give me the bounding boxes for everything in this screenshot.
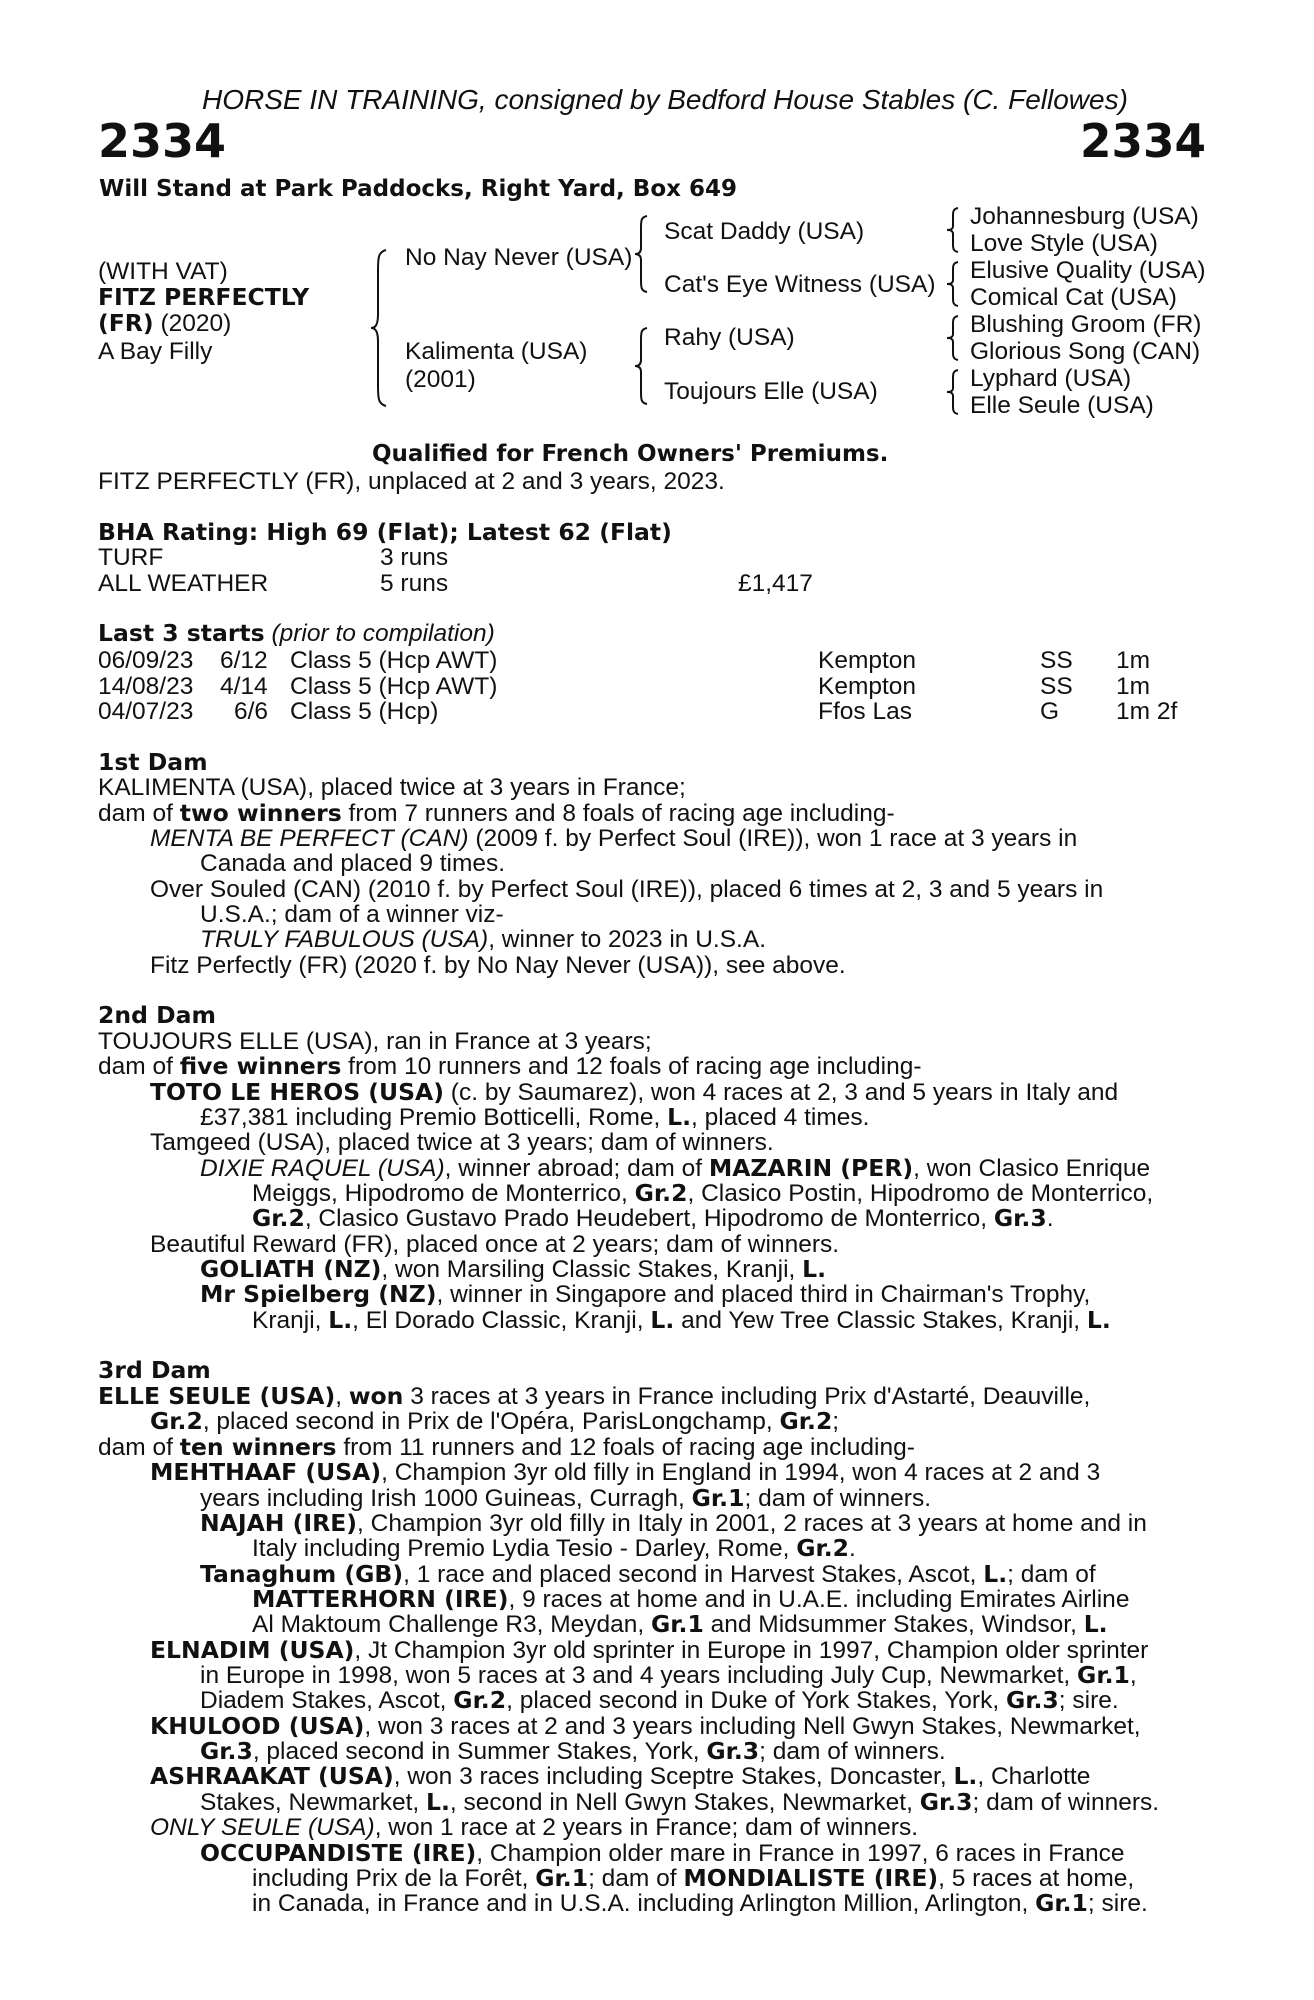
last-starts-heading: Last 3 starts (prior to compilation) [98, 619, 495, 647]
second-dam-heading: 2nd Dam [98, 1001, 216, 1029]
third-dam-line: Tanaghum (GB), 1 race and placed second in Harvest Stakes, Ascot, L.; dam of [200, 1560, 1096, 1588]
second-dam-line: £37,381 including Premio Botticelli, Rome, L., placed 4 times. [200, 1103, 870, 1131]
third-dam-heading: 3rd Dam [98, 1356, 211, 1384]
second-dam-line: Kranji, L., El Dorado Classic, Kranji, L. and Yew Tree Classic Stakes, Kranji, L. [252, 1306, 1111, 1334]
bha-rating: BHA Rating: High 69 (Flat); Latest 62 (Flat) [98, 518, 672, 546]
pedigree-g2: Love Style (USA) [970, 230, 1158, 257]
first-dam-line: KALIMENTA (USA), placed twice at 3 years in France; [98, 774, 686, 801]
first-dam-line: MENTA BE PERFECT (CAN) (2009 f. by Perfect Soul (IRE)), won 1 race at 3 years in [150, 825, 1078, 852]
third-dam-line: Italy including Premio Lydia Tesio - Darley, Rome, Gr.2. [252, 1534, 856, 1562]
third-dam-line: Stakes, Newmarket, L., second in Nell Gwyn Stakes, Newmarket, Gr.3; dam of winners. [200, 1788, 1160, 1816]
pedigree-sire-sire: Scat Daddy (USA) [664, 218, 865, 245]
start-course: Kempton [818, 647, 917, 674]
third-dam-line: Al Maktoum Challenge R3, Meydan, Gr.1 and Midsummer Stakes, Windsor, L. [252, 1610, 1108, 1638]
second-dam-line: TOUJOURS ELLE (USA), ran in France at 3 years; [98, 1028, 652, 1055]
start-distance: 1m [1116, 647, 1151, 674]
pedigree-g4: Comical Cat (USA) [970, 284, 1177, 311]
lot-number-right: 2334 [1080, 114, 1207, 168]
second-dam-line: Meiggs, Hipodromo de Monterrico, Gr.2, Clasico Postin, Hipodromo de Monterrico, [252, 1179, 1154, 1207]
first-dam-heading: 1st Dam [98, 748, 208, 776]
third-dam-line: ASHRAAKAT (USA), won 3 races including Sceptre Stakes, Doncaster, L., Charlotte [150, 1762, 1091, 1790]
race-record: FITZ PERFECTLY (FR), unplaced at 2 and 3 years, 2023. [98, 468, 725, 495]
pedigree-dam-sire: Rahy (USA) [664, 324, 795, 351]
second-dam-line: Beautiful Reward (FR), placed once at 2 years; dam of winners. [150, 1231, 840, 1258]
start-class: Class 5 (Hcp) [290, 698, 439, 725]
third-dam-line: in Canada, in France and in U.S.A. including Arlington Million, Arlington, Gr.1; sire. [252, 1889, 1148, 1917]
horse-name: FITZ PERFECTLY [98, 283, 310, 311]
stand-location: Will Stand at Park Paddocks, Right Yard, Box 649 [99, 176, 737, 202]
start-position: 4/14 [220, 673, 268, 700]
third-dam-line: in Europe in 1998, won 5 races at 3 and 4 years including July Cup, Newmarket, Gr.1, [200, 1661, 1137, 1689]
third-dam-line: OCCUPANDISTE (IRE), Champion older mare in France in 1997, 6 races in France [200, 1839, 1125, 1867]
start-date: 06/09/23 [98, 647, 194, 674]
first-dam-line: U.S.A.; dam of a winner viz- [200, 901, 504, 928]
start-going: G [1040, 698, 1060, 725]
pedigree-g8: Elle Seule (USA) [970, 392, 1154, 419]
consignor-line: HORSE IN TRAINING, consigned by Bedford House Stables (C. Fellowes) [202, 84, 1128, 115]
third-dam-line: KHULOOD (USA), won 3 races at 2 and 3 years including Nell Gwyn Stakes, Newmarket, [150, 1712, 1141, 1740]
third-dam-line: Gr.2, placed second in Prix de l'Opéra, ParisLongchamp, Gr.2; [150, 1407, 840, 1435]
start-class: Class 5 (Hcp AWT) [290, 673, 498, 700]
pedigree-g1: Johannesburg (USA) [970, 203, 1199, 230]
third-dam-line: dam of ten winners from 11 runners and 12 foals of racing age including- [98, 1433, 915, 1461]
first-dam-line: TRULY FABULOUS (USA), winner to 2023 in U.S.A. [200, 926, 767, 953]
pedigree-sire: No Nay Never (USA) [405, 244, 633, 271]
first-dam-line: dam of two winners from 7 runners and 8 foals of racing age including- [98, 799, 895, 827]
first-dam-line: Over Souled (CAN) (2010 f. by Perfect Soul (IRE)), placed 6 times at 2, 3 and 5 years in [150, 876, 1104, 903]
pedigree-dam-year: (2001) [405, 366, 476, 393]
start-distance: 1m 2f [1116, 698, 1178, 725]
pedigree-g5: Blushing Groom (FR) [970, 311, 1202, 338]
pedigree-brace-g1 [944, 206, 962, 254]
start-position: 6/6 [234, 698, 269, 725]
start-going: SS [1040, 647, 1073, 674]
pedigree-brace-g3 [944, 314, 962, 362]
horse-description: A Bay Filly [98, 338, 213, 365]
second-dam-line: DIXIE RAQUEL (USA), winner abroad; dam of MAZARIN (PER), won Clasico Enrique [200, 1154, 1151, 1182]
pedigree-g3: Elusive Quality (USA) [970, 257, 1206, 284]
second-dam-line: Tamgeed (USA), placed twice at 3 years; dam of winners. [150, 1129, 774, 1156]
pedigree-brace-sire [632, 214, 652, 294]
second-dam-line: Mr Spielberg (NZ), winner in Singapore and placed third in Chairman's Trophy, [200, 1280, 1091, 1308]
start-position: 6/12 [220, 647, 268, 674]
start-class: Class 5 (Hcp AWT) [290, 647, 498, 674]
pedigree-g6: Glorious Song (CAN) [970, 338, 1201, 365]
second-dam-line: dam of five winners from 10 runners and 12 foals of racing age including- [98, 1052, 922, 1080]
pedigree-sire-dam: Cat's Eye Witness (USA) [664, 271, 936, 298]
start-date: 04/07/23 [98, 698, 194, 725]
third-dam-line: ELNADIM (USA), Jt Champion 3yr old sprinter in Europe in 1997, Champion older sprinter [150, 1636, 1149, 1664]
third-dam-line: Gr.3, placed second in Summer Stakes, York, Gr.3; dam of winners. [200, 1737, 946, 1765]
start-distance: 1m [1116, 673, 1151, 700]
horse-foaled: (2020) [153, 310, 232, 337]
premiums-note: Qualified for French Owners' Premiums. [372, 441, 889, 467]
second-dam-line: Gr.2, Clasico Gustavo Prado Heudebert, Hipodromo de Monterrico, Gr.3. [252, 1204, 1054, 1232]
turf-runs: 3 runs [380, 544, 449, 571]
first-dam-line: Canada and placed 9 times. [200, 850, 506, 877]
pedigree-g7: Lyphard (USA) [970, 365, 1132, 392]
start-date: 14/08/23 [98, 673, 194, 700]
turf-label: TURF [98, 544, 164, 571]
aw-runs: 5 runs [380, 570, 449, 597]
third-dam-line: MATTERHORN (IRE), 9 races at home and in U.A.E. including Emirates Airline [252, 1585, 1130, 1613]
start-course: Kempton [818, 673, 917, 700]
third-dam-line: ONLY SEULE (USA), won 1 race at 2 years in France; dam of winners. [150, 1814, 919, 1841]
aw-label: ALL WEATHER [98, 570, 269, 597]
lot-number-left: 2334 [98, 114, 227, 168]
pedigree-brace-main [368, 248, 392, 408]
pedigree-brace-g2 [944, 260, 962, 308]
horse-name-suffix [98, 309, 232, 337]
third-dam-line: including Prix de la Forêt, Gr.1; dam of MONDIALISTE (IRE), 5 races at home, [252, 1864, 1135, 1892]
third-dam-line: MEHTHAAF (USA), Champion 3yr old filly in England in 1994, won 4 races at 2 and 3 [150, 1458, 1101, 1486]
third-dam-line: ELLE SEULE (USA), won 3 races at 3 years in France including Prix d'Astarté, Deauville, [98, 1382, 1091, 1410]
first-dam-line: Fitz Perfectly (FR) (2020 f. by No Nay Never (USA)), see above. [150, 952, 846, 979]
third-dam-line: NAJAH (IRE), Champion 3yr old filly in Italy in 2001, 2 races at 3 years at home and in [200, 1509, 1147, 1537]
horse-country: (FR) [98, 309, 154, 337]
second-dam-line: GOLIATH (NZ), won Marsiling Classic Stakes, Kranji, L. [200, 1255, 827, 1283]
start-going: SS [1040, 673, 1073, 700]
pedigree-brace-g4 [944, 368, 962, 416]
third-dam-line: years including Irish 1000 Guineas, Curragh, Gr.1; dam of winners. [200, 1484, 932, 1512]
vat-status: (WITH VAT) [98, 258, 228, 285]
third-dam-line: Diadem Stakes, Ascot, Gr.2, placed second in Duke of York Stakes, York, Gr.3; sire. [200, 1686, 1119, 1714]
aw-prize: £1,417 [738, 570, 813, 597]
second-dam-line: TOTO LE HEROS (USA) (c. by Saumarez), won 4 races at 2, 3 and 5 years in Italy and [150, 1078, 1119, 1106]
start-course: Ffos Las [818, 698, 912, 725]
pedigree-brace-dam [632, 326, 652, 406]
pedigree-dam-dam: Toujours Elle (USA) [664, 378, 878, 405]
pedigree-dam: Kalimenta (USA) [405, 338, 588, 365]
